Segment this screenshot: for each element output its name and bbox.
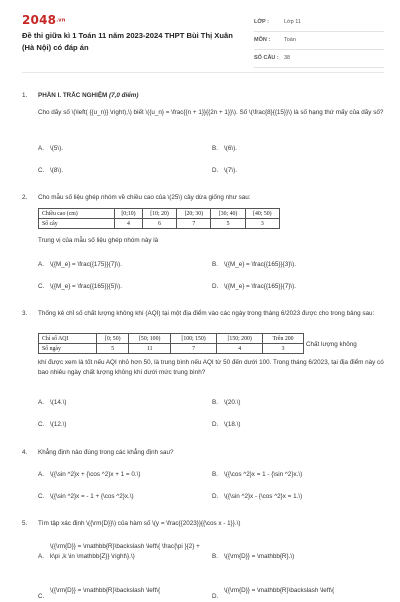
table-cell: Số cây [39,219,115,229]
option-text: \({M_e} = \frac{{165}}{3}\). [224,261,296,268]
meta-label: SỐ CÂU : [254,55,279,61]
question-stem: Thống kê chỉ số chất lượng không khí (AQI) tại một địa điểm vào các ngày trong tháng 6/2023 được cho trong bảng sau: [38,310,375,317]
meta-value: Toán [284,37,296,43]
meta-value: Lớp 11 [284,19,301,25]
table-cell: [0;10) [115,209,143,219]
option-letter: B. [212,399,218,406]
option-letter: B. [212,553,218,560]
option-letter: A. [38,471,44,478]
option-text: \(8\). [50,167,63,174]
site-logo[interactable] [22,13,66,27]
section-heading-text: PHẦN I. TRẮC NGHIỆM [38,92,108,99]
table-cell: [150; 200) [217,334,263,344]
option-text: \(14.\) [50,399,67,406]
question-number: 2. [22,194,28,201]
header-divider [22,72,384,73]
table-cell: [30; 40) [211,209,245,219]
aqi-table [38,333,304,354]
option-text: \({M_e} = \frac{{175}}{7}\). [50,261,122,268]
option-letter: D. [212,593,219,600]
option-letter: C. [38,493,45,500]
question-number: 4. [22,449,28,456]
table-cell: Số ngày [39,344,97,354]
meta-row-class [254,14,384,32]
logo-main: 2048 [22,13,57,27]
meta-label: LỚP : [254,19,269,25]
option-letter: D. [212,493,219,500]
table-row [39,344,304,354]
option-text: \({M_e} = \frac{{165}}{7}\). [224,283,296,290]
table-cell: Chiều cao (cm) [39,209,115,219]
option-text: \(5\). [50,145,63,152]
table-side-text: Chất lượng không [306,341,357,348]
table-row [39,334,304,344]
option-text: \(12.\) [50,421,67,428]
option-letter: D. [212,421,219,428]
question-followup: khí được xem là tốt nếu AQI nhỏ hơn 50, là trung bình nếu AQI từ 50 đến dưới 100. Trong tháng 6/2023, tại địa điểm này có bao nhiêu ngày chất lượng không khí dưới mức trung bình? [38,359,384,376]
option-letter: C. [38,593,45,600]
option-text: \({\sin ^2}x + {\cos ^2}x + 1 = 0.\) [50,471,141,478]
table-cell: 5 [211,219,245,229]
option-text: \(18.\) [224,421,241,428]
option-letter: D. [212,167,219,174]
question-stem: Cho dãy số \(\left( {{u_n}} \right),\) biết \({u_n} = \frac{{n + 1}}{{2n + 1}}\). Số \(\frac{8}{{15}}\) là số hạng thứ mấy của dãy số? [38,109,384,116]
option-letter: A. [38,145,44,152]
question-stem: Tìm tập xác định \({\rm{D}}\) của hàm số \(y = \frac{{2023}}{{\cos x - 1}}.\) [38,520,241,527]
section-heading-score: (7,0 điểm) [109,92,139,99]
option-text: \({\sin ^2}x - {\cos ^2}x = 1.\) [224,493,303,500]
option-text: \({\rm{D}} = \mathbb{R}\backslash \left\{ \frac{\pi }{2} + k\pi ,k \in \mathbb{Z}} \right\}.\) [50,543,200,560]
meta-value: 38 [284,55,291,61]
question-number: 3. [22,310,28,317]
table-cell: 6 [142,219,176,229]
option-letter: A. [38,261,44,268]
document-meta [254,14,384,68]
section-heading [38,91,390,101]
option-text: \({M_e} = \frac{{165}}{5}\). [50,283,122,290]
table-row [39,209,280,219]
option-text: \(20.\) [224,399,241,406]
table-cell: [10; 20) [142,209,176,219]
option-text: \(6\). [224,145,237,152]
table-cell: 5 [97,344,129,354]
meta-label: MÔN : [254,37,271,43]
document-title: Đề thi giữa kì 1 Toán 11 năm 2023-2024 THPT Bùi Thị Xuân (Hà Nội) có đáp án [22,31,233,52]
table-cell: 3 [245,219,279,229]
table-cell: [20; 30) [177,209,211,219]
table-cell: [0; 50) [97,334,129,344]
table-cell: [50; 100) [129,334,171,344]
option-text: \({\rm{D}} = \mathbb{R}\backslash \left\{ [50,587,161,594]
option-letter: C. [38,283,45,290]
option-letter: C. [38,167,45,174]
option-letter: B. [212,145,218,152]
question-stem: Khẳng định nào đúng trong các khẳng định sau? [38,449,174,456]
meta-row-count [254,50,384,68]
table-cell: 4 [115,219,143,229]
option-letter: A. [38,553,44,560]
question-stem: Cho mẫu số liệu ghép nhóm về chiều cao của \(25\) cây dừa giống như sau: [38,194,251,201]
option-text: \(7\). [224,167,237,174]
option-letter: A. [38,399,44,406]
question-number: 5. [22,520,28,527]
option-text: \({\sin ^2}x = - 1 + {\cos ^2}x.\) [50,493,134,500]
question-number: 1. [22,92,28,99]
option-letter: D. [212,283,219,290]
option-text: \({\rm{D}} = \mathbb{R}.\) [224,553,295,560]
option-text: \({\rm{D}} = \mathbb{R}\backslash \left\{ [224,587,335,594]
page-header [0,0,400,62]
logo-suffix: .vn [56,17,66,24]
option-letter: C. [38,421,45,428]
meta-row-subject [254,32,384,50]
table-cell: 11 [129,344,171,354]
option-letter: B. [212,261,218,268]
question-followup: Trung vị của mẫu số liệu ghép nhóm này là [38,237,159,244]
table-cell: [40; 50) [245,209,279,219]
table-cell: [100; 150) [171,334,217,344]
table-cell: Trên 200 [263,334,304,344]
height-table [38,208,280,229]
table-cell: 3 [263,344,304,354]
table-cell: 7 [171,344,217,354]
option-text: \({\cos ^2}x = 1 - {\sin ^2}x.\) [224,471,303,478]
table-cell: Chỉ số AQI [39,334,97,344]
table-cell: 4 [217,344,263,354]
table-cell: 7 [177,219,211,229]
table-row [39,219,280,229]
option-letter: B. [212,471,218,478]
